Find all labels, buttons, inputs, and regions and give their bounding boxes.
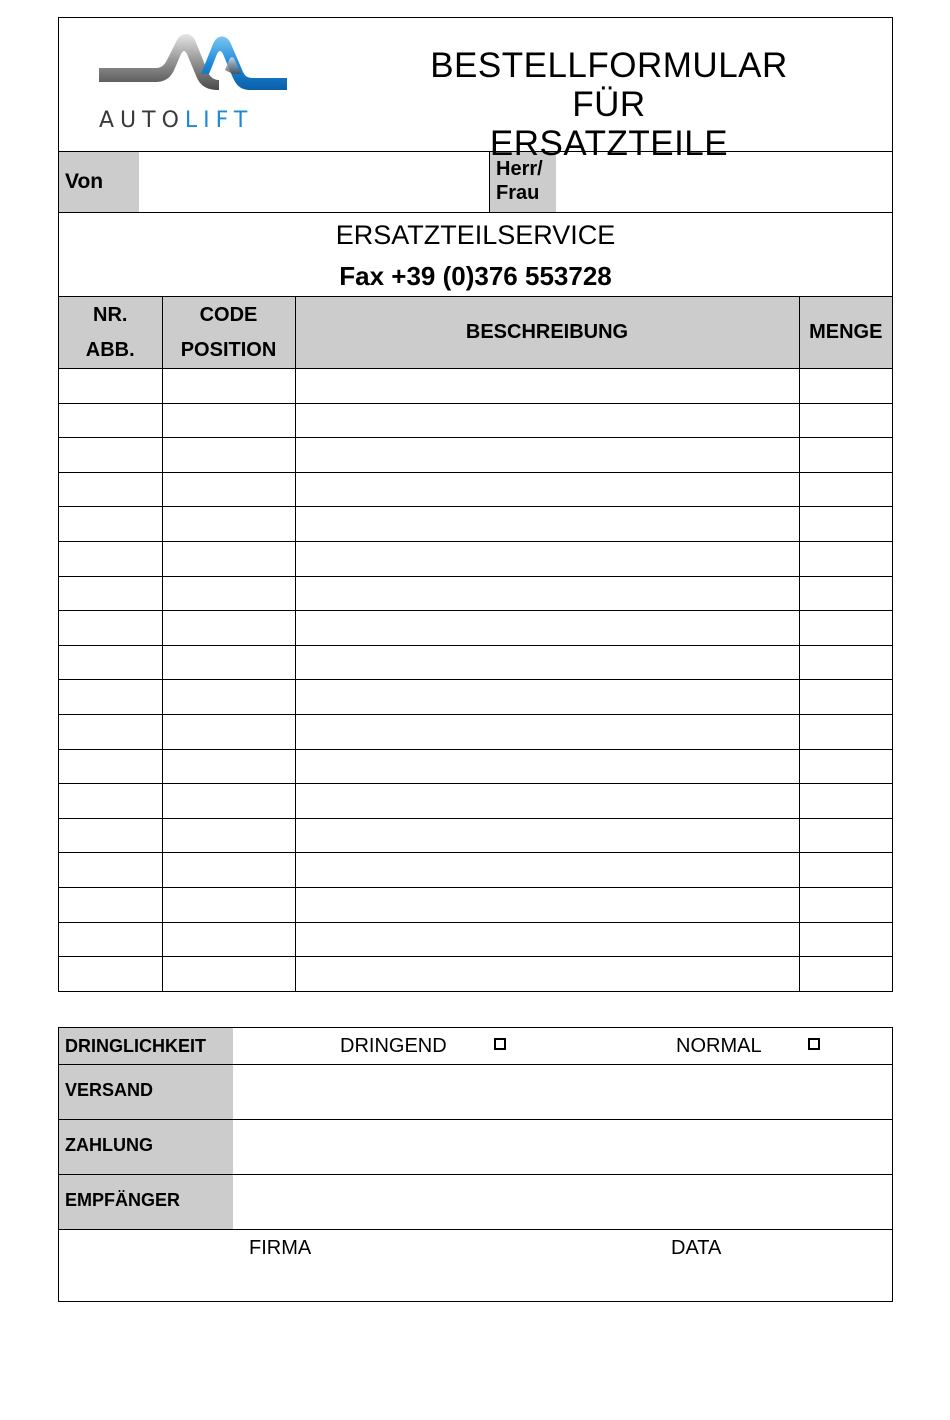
salutation-label: Herr/ Frau (490, 152, 556, 212)
cell-menge[interactable] (799, 369, 892, 404)
cell-beschreibung[interactable] (295, 957, 799, 991)
cell-menge[interactable] (799, 645, 892, 680)
cell-beschreibung[interactable] (295, 922, 799, 957)
urgent-checkbox[interactable] (494, 1038, 506, 1050)
signature-row (59, 1230, 892, 1301)
cell-beschreibung[interactable] (295, 645, 799, 680)
cell-menge[interactable] (799, 472, 892, 507)
urgency-label: DRINGLICHKEIT (59, 1028, 233, 1064)
cell-code-position[interactable] (162, 438, 295, 473)
col-code-position: CODE POSITION (162, 297, 295, 369)
table-row (59, 438, 892, 473)
cell-menge[interactable] (799, 680, 892, 715)
cell-menge[interactable] (799, 507, 892, 542)
cell-beschreibung[interactable] (295, 472, 799, 507)
cell-beschreibung[interactable] (295, 818, 799, 853)
title-line-2: ERSATZTEILE (489, 124, 729, 163)
service-info (59, 213, 892, 297)
cell-menge[interactable] (799, 611, 892, 646)
shipping-row (59, 1065, 892, 1120)
cell-nr-abb[interactable] (59, 507, 162, 542)
cell-beschreibung[interactable] (295, 541, 799, 576)
table-row (59, 645, 892, 680)
col-beschreibung: BESCHREIBUNG (295, 297, 799, 369)
cell-beschreibung[interactable] (295, 887, 799, 922)
urgency-options (233, 1028, 892, 1064)
cell-code-position[interactable] (162, 645, 295, 680)
recipient-label: EMPFÄNGER (59, 1175, 233, 1229)
cell-nr-abb[interactable] (59, 714, 162, 749)
cell-nr-abb[interactable] (59, 438, 162, 473)
cell-nr-abb[interactable] (59, 369, 162, 404)
cell-code-position[interactable] (162, 957, 295, 991)
cell-nr-abb[interactable] (59, 853, 162, 888)
col-nr-abb: NR. ABB. (59, 297, 162, 369)
cell-beschreibung[interactable] (295, 576, 799, 611)
cell-code-position[interactable] (162, 507, 295, 542)
table-row (59, 957, 892, 991)
cell-beschreibung[interactable] (295, 369, 799, 404)
table-row (59, 922, 892, 957)
parts-table-body (59, 369, 892, 991)
table-row (59, 853, 892, 888)
table-row (59, 784, 892, 819)
recipient-field[interactable] (233, 1175, 892, 1229)
cell-beschreibung[interactable] (295, 784, 799, 819)
cell-nr-abb[interactable] (59, 576, 162, 611)
table-row (59, 714, 892, 749)
cell-nr-abb[interactable] (59, 472, 162, 507)
logo-wave-icon (97, 30, 292, 110)
cell-beschreibung[interactable] (295, 507, 799, 542)
cell-nr-abb[interactable] (59, 645, 162, 680)
logo-wordmark: AUTOLIFT (99, 108, 254, 133)
recipient-row (59, 1175, 892, 1230)
cell-code-position[interactable] (162, 680, 295, 715)
cell-code-position[interactable] (162, 541, 295, 576)
table-row (59, 818, 892, 853)
cell-beschreibung[interactable] (295, 403, 799, 438)
order-form (58, 17, 893, 992)
cell-menge[interactable] (799, 887, 892, 922)
cell-menge[interactable] (799, 784, 892, 819)
cell-code-position[interactable] (162, 369, 295, 404)
cell-menge[interactable] (799, 818, 892, 853)
urgent-option-label: DRINGEND (340, 1035, 447, 1057)
date-label: DATA (671, 1237, 722, 1259)
cell-menge[interactable] (799, 853, 892, 888)
cell-beschreibung[interactable] (295, 749, 799, 784)
fax-number: Fax +39 (0)376 553728 (339, 261, 612, 291)
cell-menge[interactable] (799, 576, 892, 611)
cell-nr-abb[interactable] (59, 611, 162, 646)
table-row (59, 507, 892, 542)
cell-code-position[interactable] (162, 576, 295, 611)
col-menge: MENGE (799, 297, 892, 369)
cell-code-position[interactable] (162, 403, 295, 438)
cell-menge[interactable] (799, 541, 892, 576)
form-title (389, 46, 829, 163)
table-row (59, 472, 892, 507)
cell-nr-abb[interactable] (59, 680, 162, 715)
cell-nr-abb[interactable] (59, 403, 162, 438)
table-header-row (59, 297, 892, 369)
payment-row (59, 1120, 892, 1175)
table-row (59, 541, 892, 576)
cell-beschreibung[interactable] (295, 714, 799, 749)
table-row (59, 680, 892, 715)
cell-code-position[interactable] (162, 853, 295, 888)
payment-field[interactable] (233, 1120, 892, 1174)
service-title: ERSATZTEILSERVICE (335, 220, 616, 250)
parts-table (59, 297, 892, 991)
cell-menge[interactable] (799, 749, 892, 784)
cell-menge[interactable] (799, 714, 892, 749)
cell-beschreibung[interactable] (295, 853, 799, 888)
cell-nr-abb[interactable] (59, 922, 162, 957)
cell-code-position[interactable] (162, 611, 295, 646)
payment-label: ZAHLUNG (59, 1120, 233, 1174)
cell-menge[interactable] (799, 438, 892, 473)
cell-code-position[interactable] (162, 887, 295, 922)
signature-label: FIRMA (249, 1237, 312, 1259)
table-row (59, 611, 892, 646)
form-header (59, 18, 892, 163)
urgency-row (59, 1028, 892, 1065)
table-row (59, 749, 892, 784)
normal-checkbox[interactable] (808, 1038, 820, 1050)
table-row (59, 887, 892, 922)
table-row (59, 403, 892, 438)
cell-menge[interactable] (799, 957, 892, 991)
cell-menge[interactable] (799, 922, 892, 957)
cell-code-position[interactable] (162, 472, 295, 507)
cell-code-position[interactable] (162, 714, 295, 749)
cell-code-position[interactable] (162, 922, 295, 957)
cell-code-position[interactable] (162, 818, 295, 853)
cell-nr-abb[interactable] (59, 541, 162, 576)
table-row (59, 369, 892, 404)
table-row (59, 576, 892, 611)
cell-nr-abb[interactable] (59, 784, 162, 819)
cell-nr-abb[interactable] (59, 818, 162, 853)
cell-code-position[interactable] (162, 749, 295, 784)
cell-nr-abb[interactable] (59, 887, 162, 922)
cell-beschreibung[interactable] (295, 680, 799, 715)
cell-code-position[interactable] (162, 784, 295, 819)
title-line-1: BESTELLFORMULAR FÜR (430, 46, 788, 124)
cell-nr-abb[interactable] (59, 957, 162, 991)
cell-beschreibung[interactable] (295, 438, 799, 473)
cell-menge[interactable] (799, 403, 892, 438)
cell-beschreibung[interactable] (295, 611, 799, 646)
order-details (58, 1027, 893, 1302)
von-label: Von (59, 152, 139, 212)
cell-nr-abb[interactable] (59, 749, 162, 784)
shipping-label: VERSAND (59, 1065, 233, 1119)
autolift-logo (97, 30, 292, 140)
normal-option-label: NORMAL (676, 1035, 762, 1057)
shipping-field[interactable] (233, 1065, 892, 1119)
